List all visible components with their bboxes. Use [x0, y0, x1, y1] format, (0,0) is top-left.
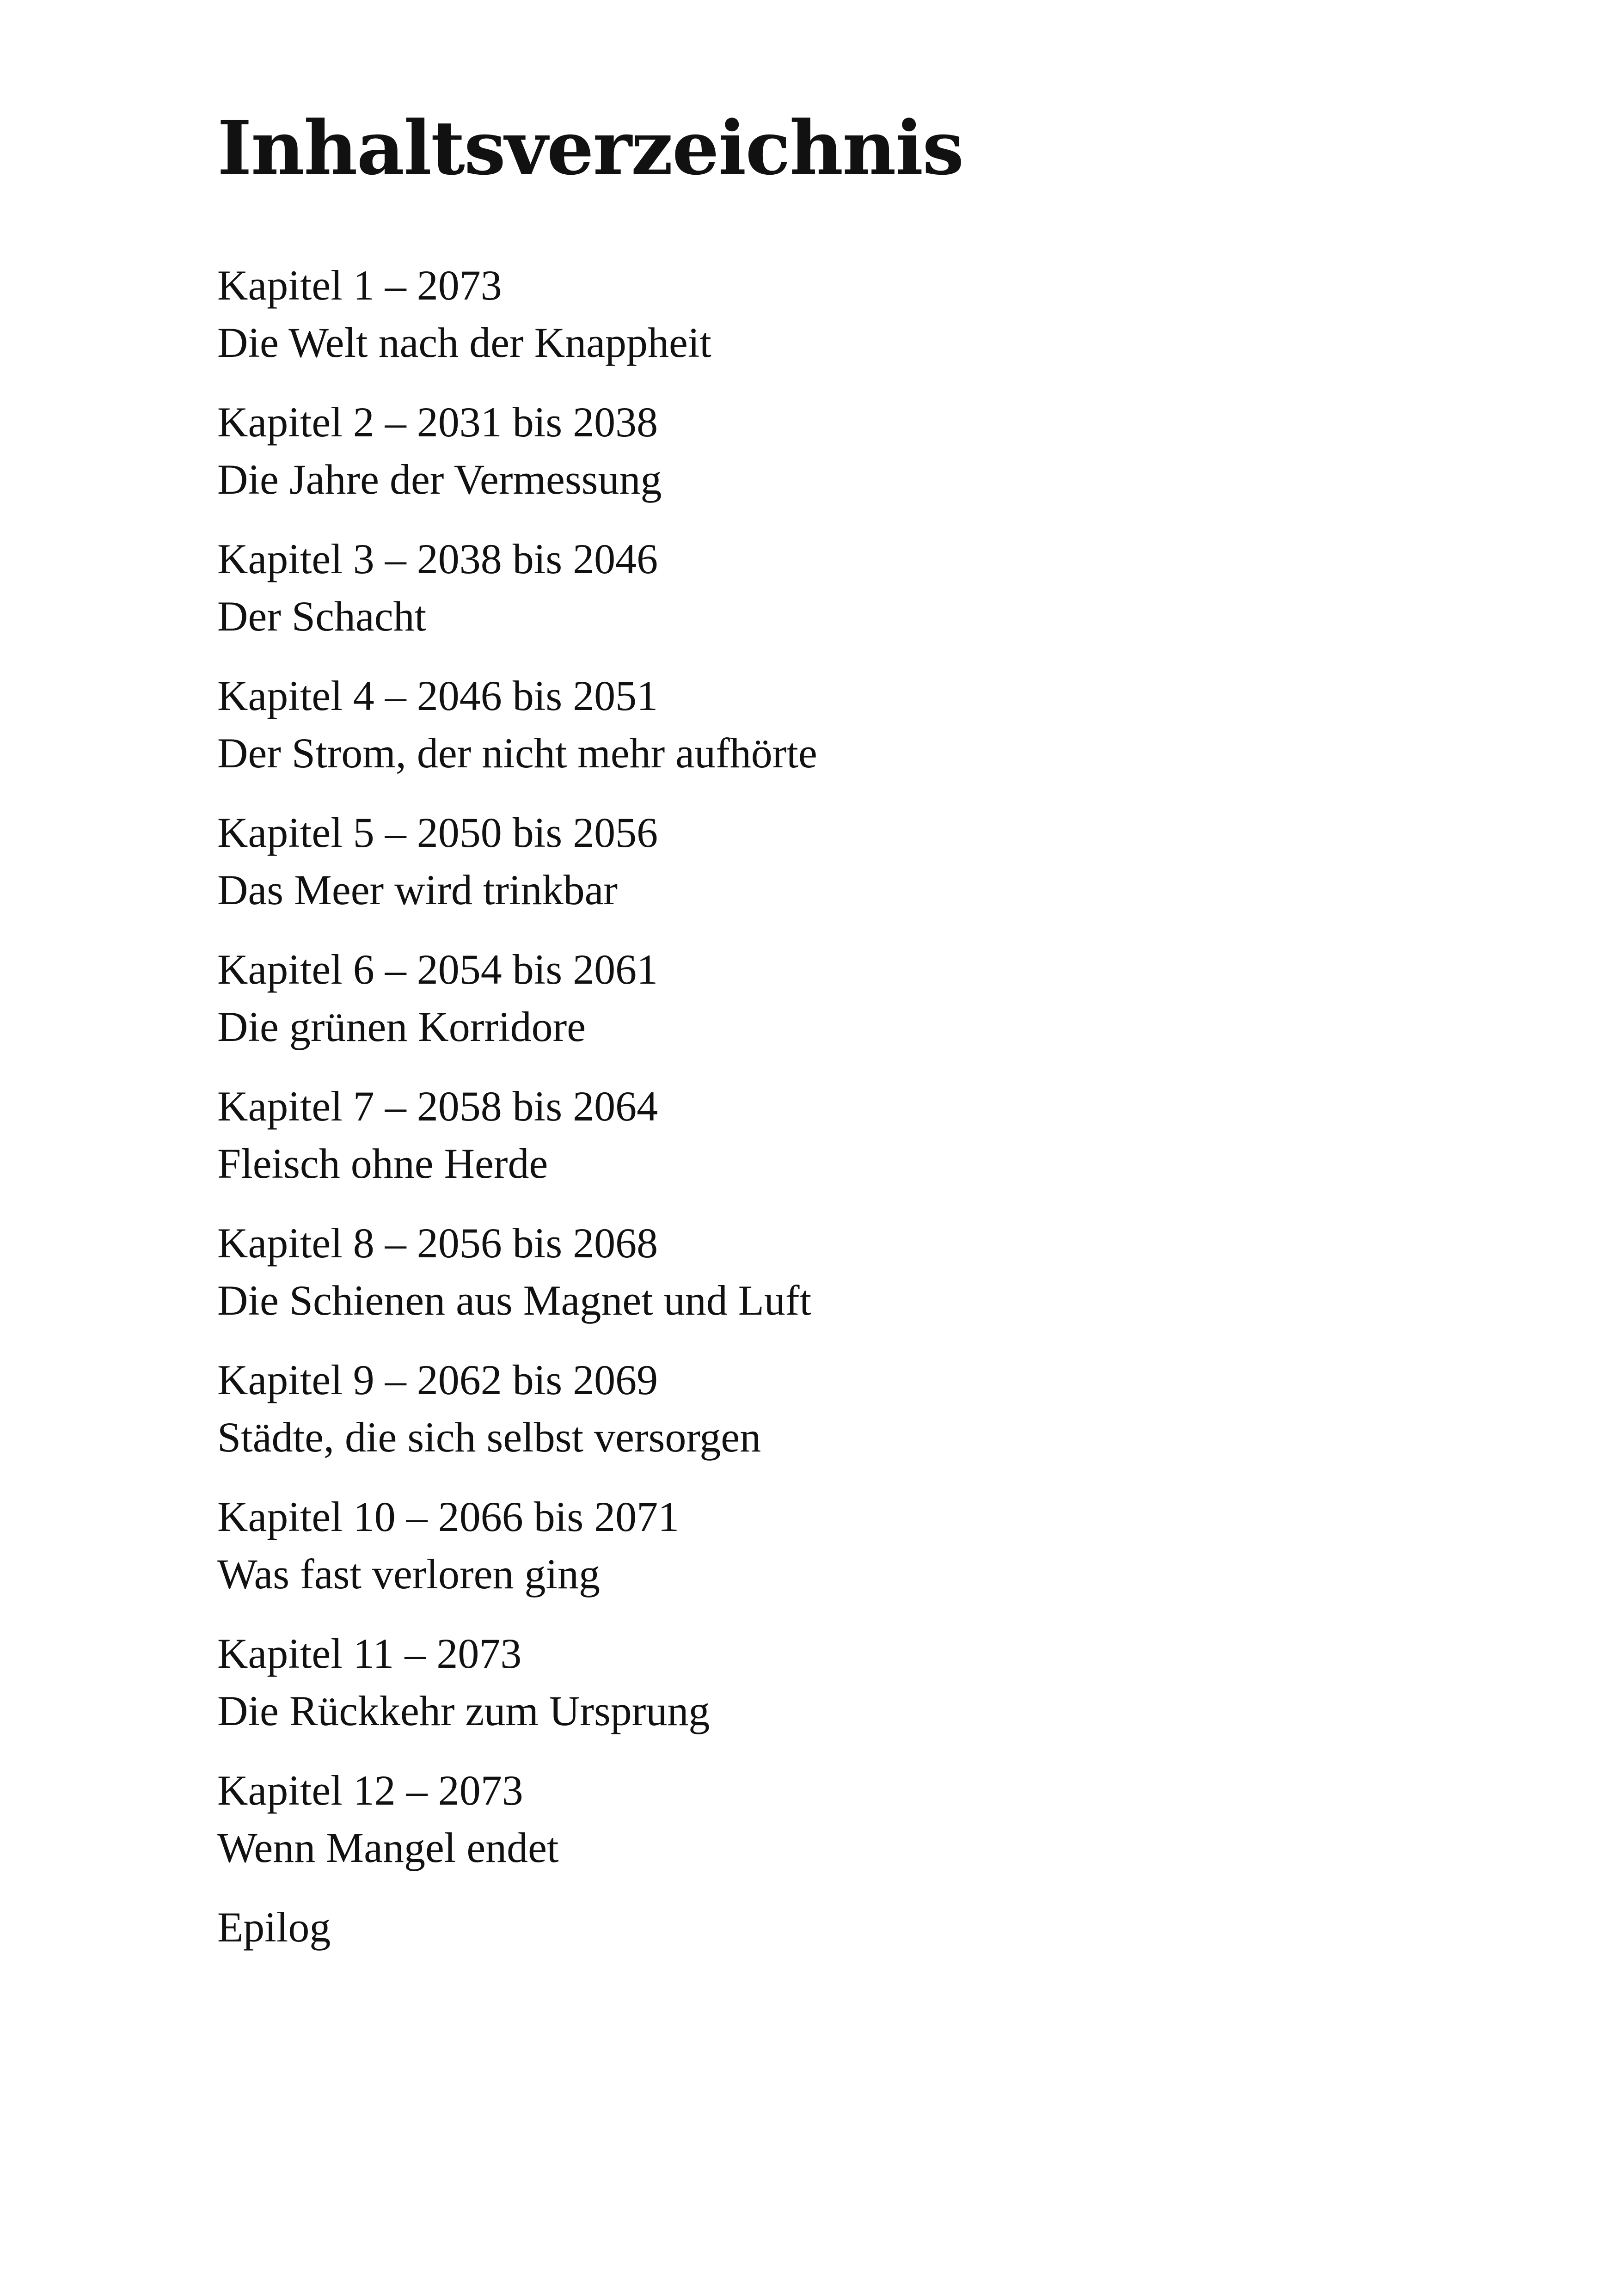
chapter-subtitle: Städte, die sich selbst versorgen	[217, 1414, 761, 1461]
chapter-heading: Kapitel 4 – 2046 bis 2051	[217, 672, 658, 719]
chapter-subtitle: Der Strom, der nicht mehr aufhörte	[217, 729, 817, 777]
chapter-heading: Kapitel 5 – 2050 bis 2056	[217, 809, 658, 856]
chapter-heading: Kapitel 6 – 2054 bis 2061	[217, 946, 658, 993]
toc-entry	[217, 804, 1512, 918]
chapter-heading: Kapitel 10 – 2066 bis 2071	[217, 1493, 680, 1540]
chapter-heading: Kapitel 12 – 2073	[217, 1767, 523, 1814]
chapter-subtitle: Die Rückkehr zum Ursprung	[217, 1687, 710, 1734]
toc-entry	[217, 941, 1512, 1055]
epilogue-heading: Epilog	[217, 1904, 331, 1951]
chapter-subtitle: Die grünen Korridore	[217, 1003, 586, 1050]
table-of-contents	[217, 257, 1512, 1978]
toc-entry	[217, 1898, 1512, 1956]
toc-entry	[217, 1488, 1512, 1603]
toc-entry	[217, 530, 1512, 645]
toc-entry	[217, 1078, 1512, 1192]
chapter-subtitle: Fleisch ohne Herde	[217, 1140, 548, 1187]
chapter-heading: Kapitel 7 – 2058 bis 2064	[217, 1083, 658, 1130]
chapter-subtitle: Das Meer wird trinkbar	[217, 866, 618, 913]
chapter-subtitle: Was fast verloren ging	[217, 1550, 600, 1598]
chapter-subtitle: Wenn Mangel endet	[217, 1824, 559, 1871]
chapter-subtitle: Der Schacht	[217, 593, 427, 640]
chapter-subtitle: Die Welt nach der Knappheit	[217, 319, 711, 366]
toc-entry	[217, 1762, 1512, 1876]
chapter-heading: Kapitel 2 – 2031 bis 2038	[217, 398, 658, 446]
chapter-subtitle: Die Schienen aus Magnet und Luft	[217, 1277, 812, 1324]
toc-entry	[217, 1351, 1512, 1466]
chapter-heading: Kapitel 11 – 2073	[217, 1630, 522, 1677]
toc-entry	[217, 667, 1512, 782]
page-title: Inhaltsverzeichnis	[217, 104, 963, 191]
toc-entry	[217, 1625, 1512, 1739]
chapter-heading: Kapitel 1 – 2073	[217, 262, 502, 309]
toc-entry	[217, 393, 1512, 508]
chapter-subtitle: Die Jahre der Vermessung	[217, 456, 662, 503]
chapter-heading: Kapitel 9 – 2062 bis 2069	[217, 1356, 658, 1403]
toc-entry	[217, 257, 1512, 371]
chapter-heading: Kapitel 8 – 2056 bis 2068	[217, 1219, 658, 1267]
chapter-heading: Kapitel 3 – 2038 bis 2046	[217, 535, 658, 582]
toc-entry	[217, 1214, 1512, 1329]
